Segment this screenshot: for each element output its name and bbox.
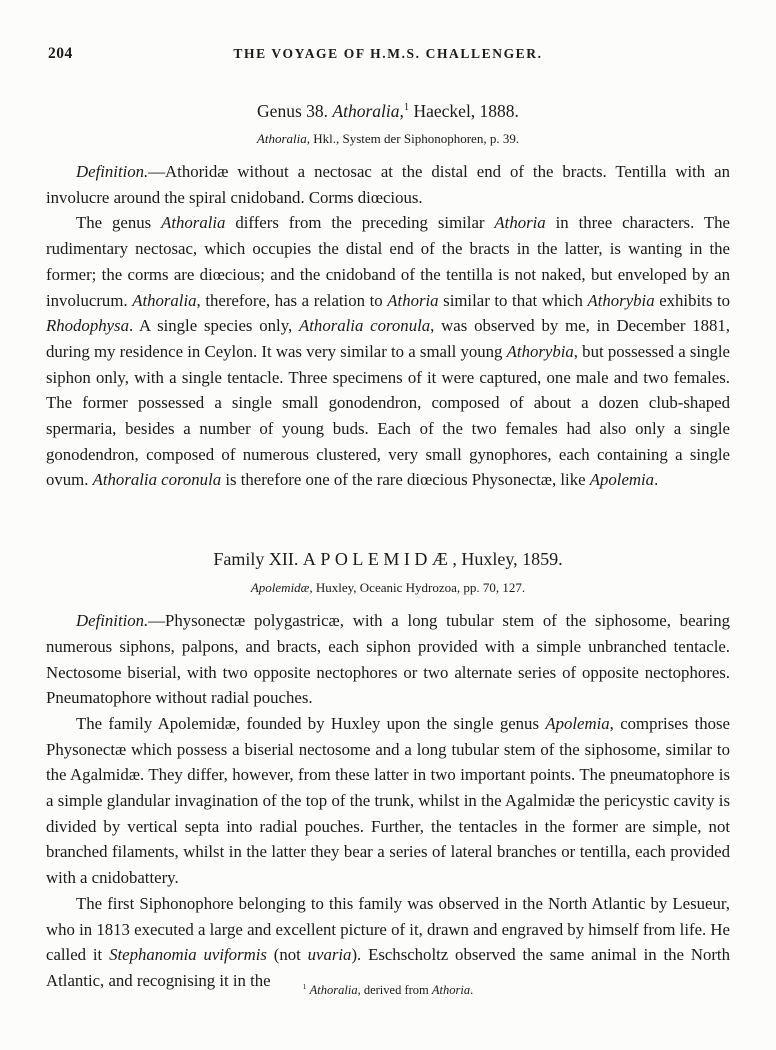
family-heading: Family XII. APOLEMIDÆ, Huxley, 1859. [213,549,563,570]
genus-definition-paragraph: Definition.—Athoridæ without a nectosac at the distal end of the bracts. Tentilla with an involucre around the spiral cnidoband. Corms diœcious. [46,162,730,207]
family-discussion-paragraph: The family Apolemidæ, founded by Huxley upon the single genus Apolemia, comprises those Physonectæ which possess a biserial nectosome and a long tubular stem of the siphosome, similar to the Agalmidæ. They differ, however, from these latter in two important points. The pneumatophore is a simple glandular invagination of the top of the trunk, whilst in the Agalmidæ the pericystic cavity is divided by vertical septa into radial pouches. Further, the tentacles in the former are simple, not branched filaments, whilst in the latter they bear a series of lateral branches or tentilla, each provided with a cnidobattery. [46,713,730,888]
genus-discussion-paragraph: The genus Athoralia differs from the preceding similar Athoria in three characters. The rudimentary nectosac, which occupies the distal end of the bracts in the latter, is wanting in the former; the corms are diœcious; and the cnidoband of the tentilla is not naked, but enveloped by an involucrum. Athoralia, therefore, has a relation to Athoria similar to that which Athorybia exhibits to Rhodophysa. A single species only, Athoralia coronula, was observed by me, in December 1881, during my residence in Ceylon. It was very similar to a small young Athorybia, but possessed a single siphon only, with a single tentacle. Three specimens of it were captured, one male and two females. The former possessed a single small gonodendron, composed of about a dozen club-shaped spermaria, besides a number of young buds. Each of the two females had also only a single gonodendron, composed of numerous clustered, very small gynophores, each containing a single ovum. Athoralia coronula is therefore one of the rare diœcious Physonectæ, like Apolemia. [46,213,731,490]
family-definition-paragraph: Definition.—Physonectæ polygastricæ, with a long tubular stem of the siphosome, bearing numerous siphons, palpons, and bracts, each siphon provided with a simple unbranched tentacle. Nectosome biserial, with two opposite nectophores or two alternate series of opposite nectophores. Pneumatophore without radial pouches. [46,611,730,708]
family-history-paragraph: The first Siphonophore belonging to this family was observed in the North Atlantic by Lesueur, who in 1813 executed a large and excellent picture of it, drawn and engraved by himself from life. He called it Stephanomia uviformis (not uvaria). Eschscholtz observed the same animal in the North Atlantic, and recognising it in the [46,893,730,990]
genus-citation: Athoralia, Hkl., System der Siphonophoren, p. 39. [256,131,520,146]
family-citation: Apolemidæ, Huxley, Oceanic Hydrozoa, pp. 70, 127. [250,580,526,596]
page-number: 204 [48,45,73,62]
genus-heading: Genus 38. Athoralia,$^1$ Haeckel, 1888. [257,101,519,121]
footnote: $^1$ Athoralia, derived from Athoria. [302,981,474,997]
page-content [46,100,730,994]
running-title: THE VOYAGE OF H.M.S. CHALLENGER. [233,46,543,61]
page-header [46,44,730,64]
